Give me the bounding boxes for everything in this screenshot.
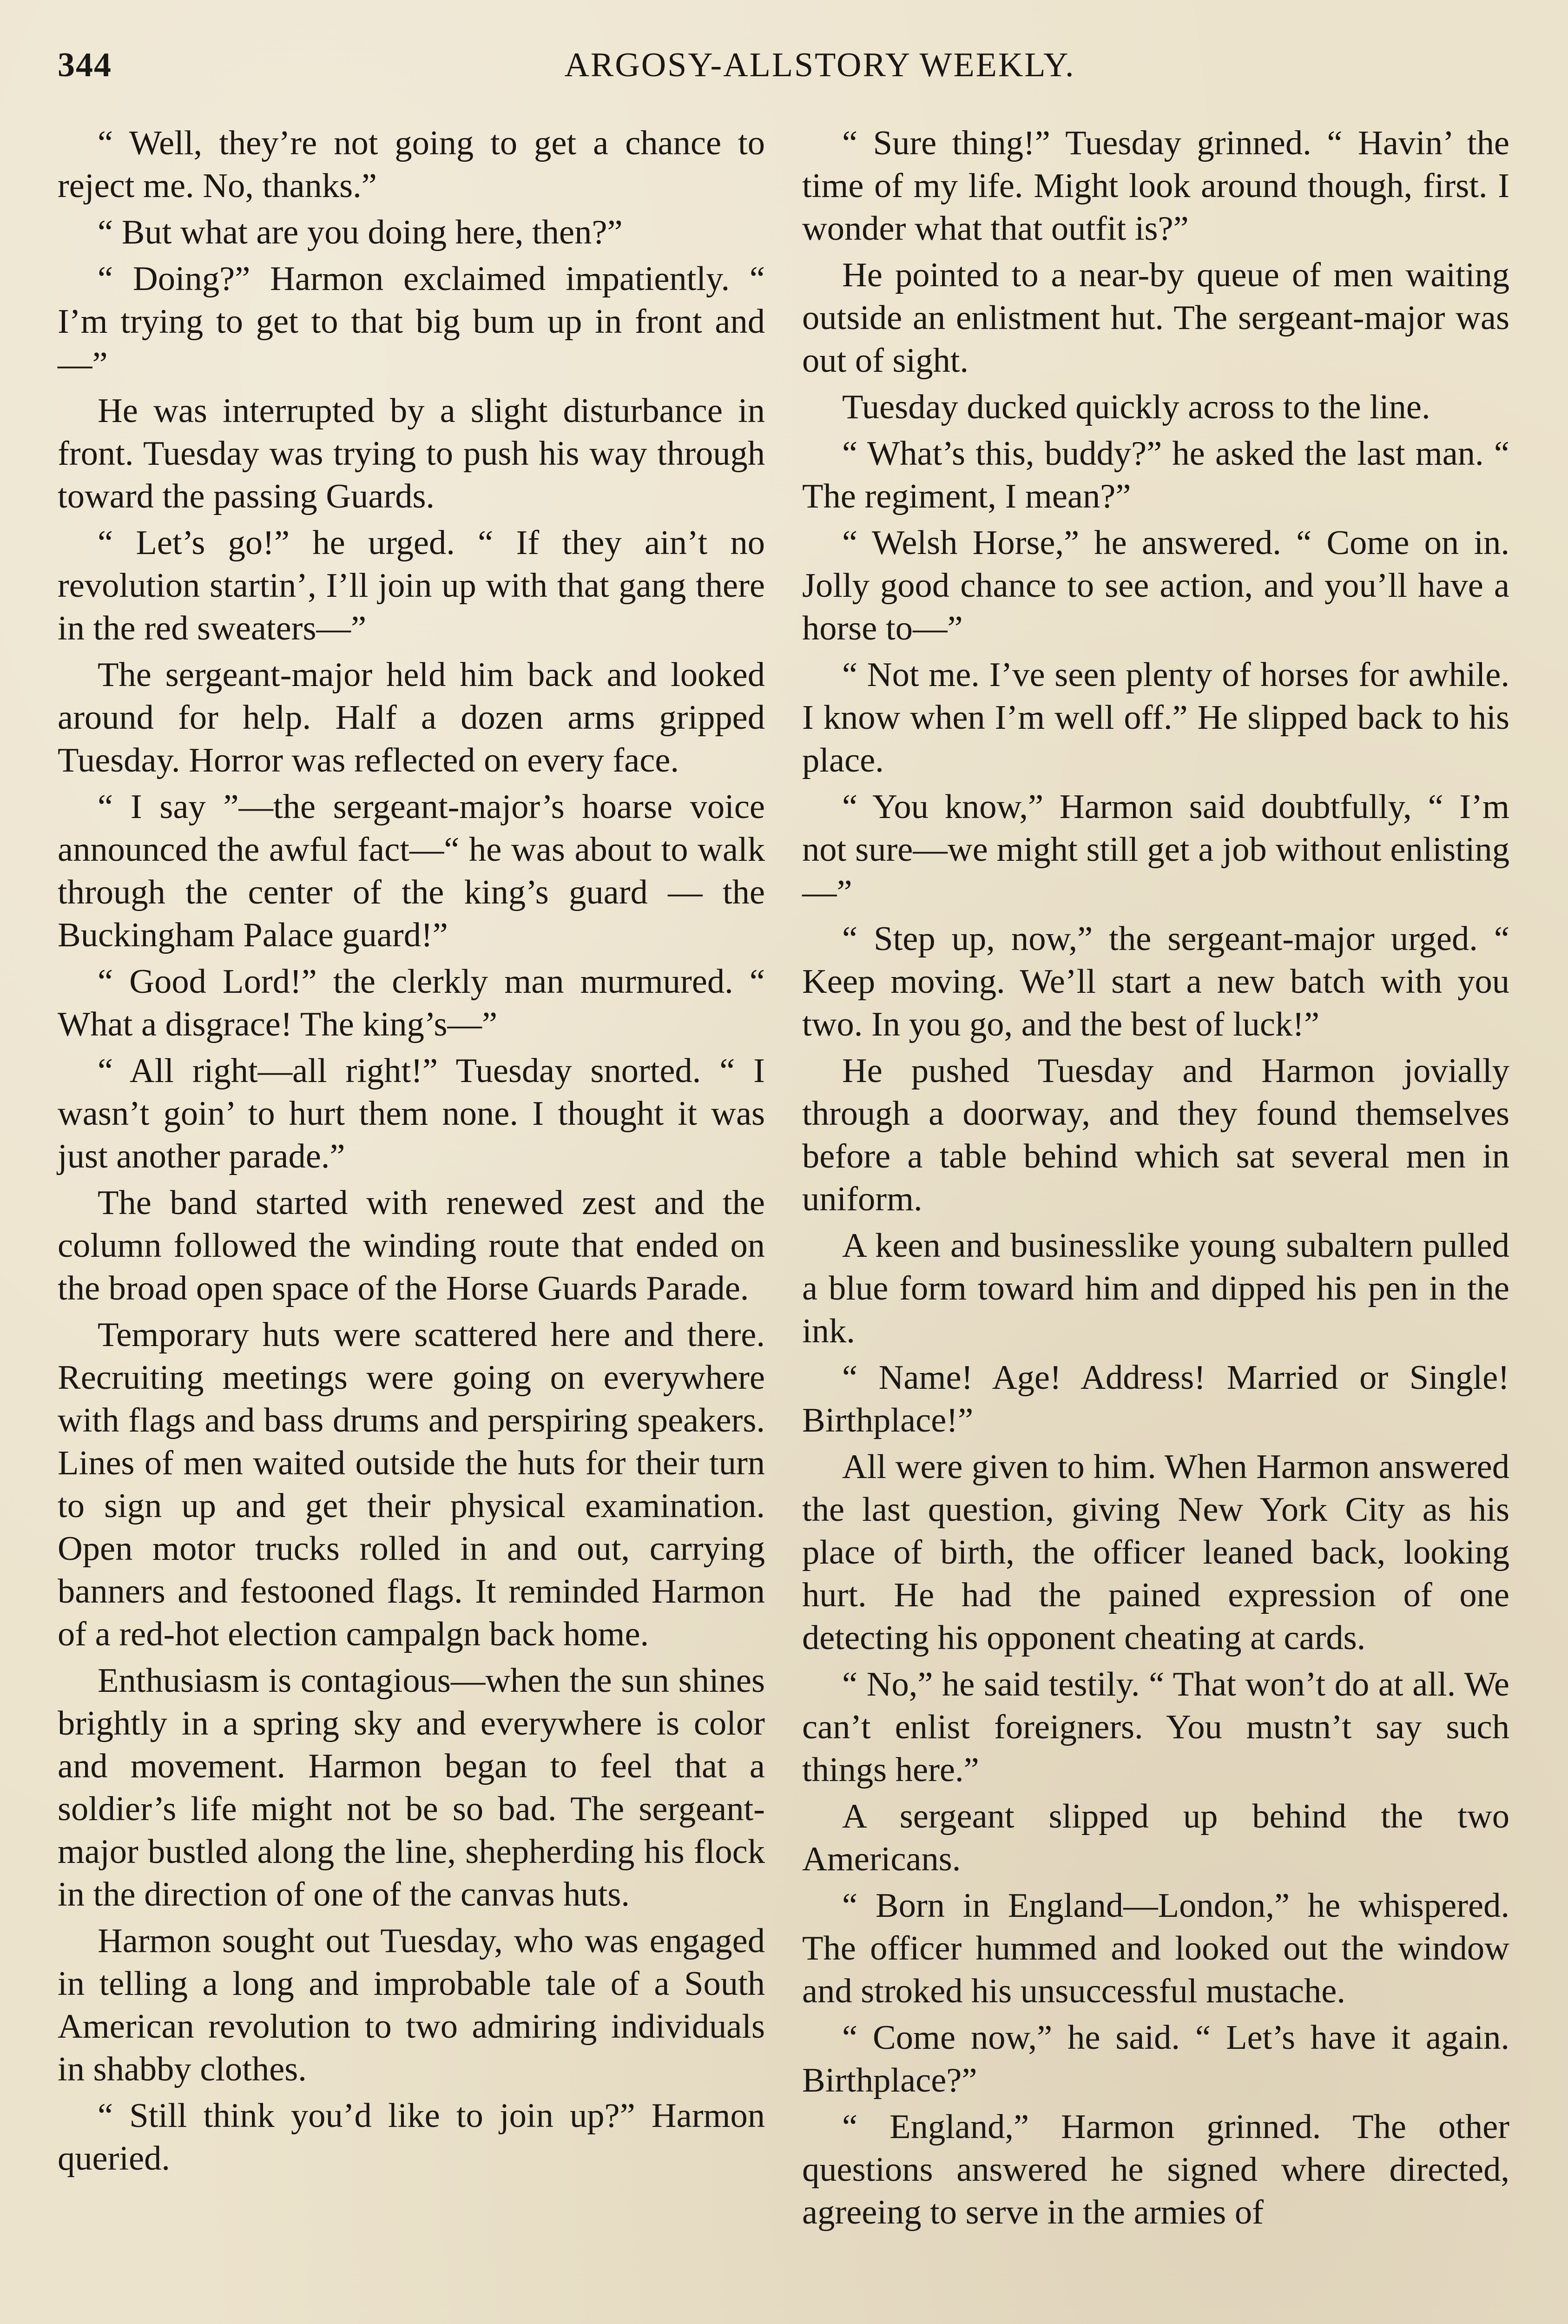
page-header bbox=[58, 46, 1517, 92]
paragraph: “ Come now,” he said. “ Let’s have it again. Birthplace?” bbox=[802, 2019, 1509, 2100]
paragraph: “ Doing?” Harmon exclaimed impatiently. “ I’m trying to get to that big bum up in front and—” bbox=[58, 260, 765, 383]
right-column bbox=[802, 122, 1509, 2238]
paragraph: The sergeant-major held him back and looked around for help. Half a dozen arms gripped Tuesday. Horror was reflected on every face. bbox=[58, 656, 765, 779]
paragraph: “ Born in England—London,” he whispered. The officer hummed and looked out the window and stroked his unsuccessful mustache. bbox=[802, 1887, 1509, 2010]
paragraph: A sergeant slipped up behind the two Americans. bbox=[802, 1797, 1509, 1878]
paragraph: “ What’s this, buddy?” he asked the last man. “ The regiment, I mean?” bbox=[802, 435, 1509, 515]
paragraph: Tuesday ducked quickly across to the line. bbox=[842, 388, 1430, 426]
paragraph: “ No,” he said testily. “ That won’t do at all. We can’t enlist foreigners. You mustn’t say such things here.” bbox=[802, 1665, 1509, 1789]
paragraph: “ England,” Harmon grinned. The other questions answered he signed where directed, agreeing to serve in the armies of bbox=[802, 2108, 1509, 2232]
paragraph: He pointed to a near-by queue of men waiting outside an enlistment hut. The sergeant-major was out of sight. bbox=[802, 256, 1509, 380]
paragraph: Enthusiasm is contagious—when the sun shines brightly in a spring sky and everywhere is color and movement. Harmon began to feel that a soldier’s life might not be so bad. The sergeant-major bustled along the line, shepherding his flock in the direction of one of the canvas huts. bbox=[58, 1662, 765, 1914]
page-number: 344 bbox=[58, 46, 112, 84]
paragraph: “ I say ”—the sergeant-major’s hoarse voice announced the awful fact—“ he was about to walk through the center of the king’s guard — the Buckingham Palace guard!” bbox=[58, 788, 765, 954]
paragraph: “ Not me. I’ve seen plenty of horses for awhile. I know when I’m well off.” He slipped back to his place. bbox=[802, 656, 1509, 779]
paragraph: He pushed Tuesday and Harmon jovially through a doorway, and they found themselves before a table behind which sat several men in uniform. bbox=[802, 1052, 1509, 1218]
paragraph: “ Name! Age! Address! Married or Single! Birthplace!” bbox=[802, 1359, 1509, 1439]
paragraph: “ But what are you doing here, then?” bbox=[98, 213, 623, 251]
paragraph: A keen and businesslike young subaltern pulled a blue form toward him and dipped his pen in the ink. bbox=[802, 1227, 1509, 1350]
left-column bbox=[58, 122, 765, 2184]
paragraph: All were given to him. When Harmon answered the last question, giving New York City as his place of birth, the officer leaned back, looking hurt. He had the pained expression of one detecting his opponent cheating at cards. bbox=[802, 1448, 1509, 1657]
paragraph: “ Step up, now,” the sergeant-major urged. “ Keep moving. We’ll start a new batch with you two. In you go, and the best of luck!” bbox=[802, 920, 1509, 1043]
paragraph: “ Welsh Horse,” he answered. “ Come on in. Jolly good chance to see action, and you’ll have a horse to—” bbox=[802, 524, 1509, 647]
paragraph: “ Sure thing!” Tuesday grinned. “ Havin’ the time of my life. Might look around though, first. I wonder what that outfit is?” bbox=[802, 124, 1509, 248]
paragraph: Harmon sought out Tuesday, who was engaged in telling a long and improbable tale of a South American revolution to two admiring individuals in shabby clothes. bbox=[58, 1922, 765, 2088]
paragraph: “ All right—all right!” Tuesday snorted. “ I wasn’t goin’ to hurt them none. I thought it was just another parade.” bbox=[58, 1052, 765, 1175]
paragraph: Temporary huts were scattered here and there. Recruiting meetings were going on everywhere with flags and bass drums and perspiring speakers. Lines of men waited outside the huts for their turn to sign up and get their physical examination. Open motor trucks rolled in and out, carrying banners and festooned flags. It reminded Harmon of a red-hot election campalgn back home. bbox=[58, 1316, 765, 1653]
paragraph: He was interrupted by a slight disturbance in front. Tuesday was trying to push his way through toward the passing Guards. bbox=[58, 392, 765, 515]
running-title: ARGOSY-ALLSTORY WEEKLY. bbox=[564, 46, 1075, 84]
paragraph: The band started with renewed zest and the column followed the winding route that ended on the broad open space of the Horse Guards Parade. bbox=[58, 1184, 765, 1307]
paragraph: “ Let’s go!” he urged. “ If they ain’t no revolution startin’, I’ll join up with that gang there in the red sweaters—” bbox=[58, 524, 765, 647]
paragraph: “ You know,” Harmon said doubtfully, “ I’m not sure—we might still get a job without enlisting—” bbox=[802, 788, 1509, 911]
paragraph: “ Still think you’d like to join up?” Harmon queried. bbox=[58, 2097, 765, 2178]
paragraph: “ Well, they’re not going to get a chance to reject me. No, thanks.” bbox=[58, 124, 765, 205]
paragraph: “ Good Lord!” the clerkly man murmured. “ What a disgrace! The king’s—” bbox=[58, 963, 765, 1043]
